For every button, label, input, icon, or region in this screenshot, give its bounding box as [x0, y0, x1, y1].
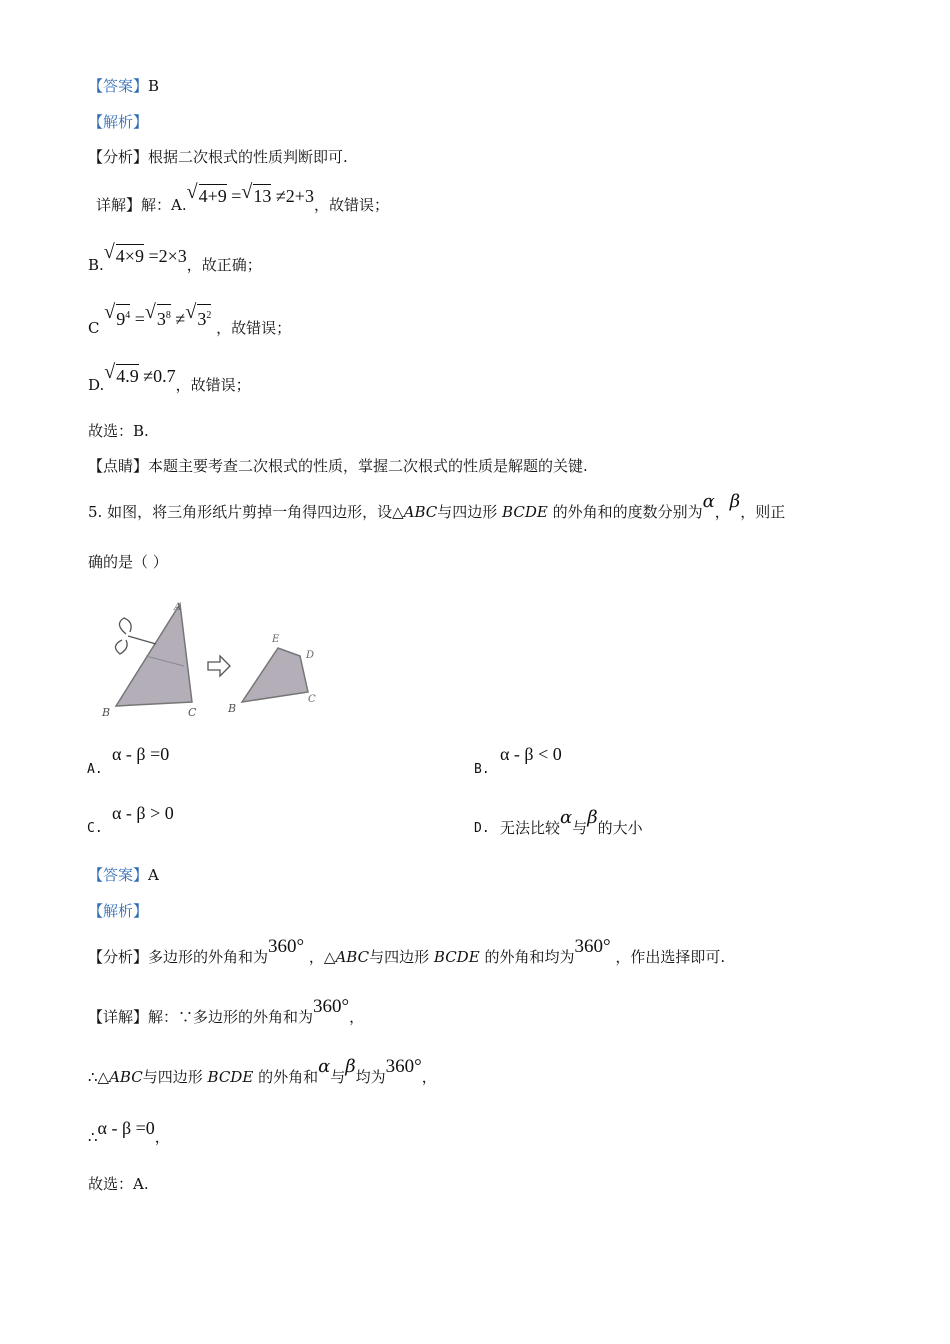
label-e: E — [272, 634, 280, 645]
label-d: D — [306, 650, 315, 661]
option-c-label: C. — [87, 821, 103, 836]
q5-final-line: ∴α - β =0， — [88, 1118, 170, 1146]
q5-therefore-line: ∴△ABC与四边形 BCDE 的外角和α与β均为360°， — [88, 1056, 437, 1086]
q5-stem-line1: 5. 如图，将三角形纸片剪掉一角得四边形，设△ABC与四边形 BCDE 的外角和的度数分别为α，β，则正 — [88, 491, 786, 521]
arrow-right-icon — [208, 656, 230, 676]
fenxi-tag: 【分析】 — [88, 148, 149, 166]
q5-detail-line: 【详解】解：∵多边形的外角和为360°， — [88, 996, 365, 1026]
answer-value: B — [148, 77, 160, 95]
q4-choose: 故选：B. — [88, 422, 149, 440]
label-c: C — [188, 706, 197, 719]
label-b: B — [102, 706, 111, 719]
scissors-icon — [115, 618, 156, 654]
detail-prefix: 详解】解：A. — [96, 196, 187, 214]
sqrt-a: √ 4+9 — [186, 181, 227, 206]
q4-detail-d: D. √ 4.9 ≠0.7，故错误； — [88, 361, 251, 394]
option-a-label: A. — [87, 762, 103, 777]
triangle-cut-figure — [96, 596, 326, 726]
quadrilateral-bcde — [242, 648, 308, 702]
option-c-expr: α - β > 0 — [112, 803, 174, 823]
label-a: A — [174, 602, 182, 613]
option-a-expr: α - β =0 — [112, 744, 170, 764]
beta-symbol: β — [729, 491, 741, 512]
sqrt-d: √ 4.9 — [104, 361, 139, 386]
q5-fenxi-line: 【分析】多边形的外角和为360° ，△ABC与四边形 BCDE 的外角和均为360° ，作出选择即可. — [88, 936, 726, 966]
q4-dianjing: 【点睛】本题主要考查二次根式的性质，掌握二次根式的性质是解题的关键. — [88, 457, 588, 475]
q5-answer-line: 【答案】A — [88, 866, 159, 884]
option-b-expr: α - β < 0 — [500, 744, 562, 764]
alpha-symbol: α — [702, 491, 715, 512]
q4-detail-c: C √ $9^4$ = √ $3^8$ ≠ √ $3^2$ ，故错误； — [88, 301, 292, 337]
label-c2: C — [308, 694, 316, 705]
q4-analysis-line — [88, 112, 148, 132]
sqrt-c3: √ $3^2$ — [185, 301, 212, 329]
a-suffix: ，故错误； — [313, 196, 389, 214]
q4-detail-b: B. √ 4×9 =2×3，故正确； — [88, 241, 262, 274]
option-b-label: B. — [474, 762, 490, 777]
q4-fenxi-line — [88, 147, 348, 167]
option-d-text: 无法比较α与β的大小 — [500, 807, 643, 837]
q5-analysis-line: 【解析】 — [88, 902, 149, 920]
q5-choose: 故选：A. — [88, 1175, 149, 1193]
sqrt-c1: √ $9^4$ — [104, 301, 131, 329]
option-d-label: D. — [474, 821, 490, 836]
sqrt-b: √ 4×9 — [103, 241, 144, 266]
sqrt-c2: √ $3^8$ — [144, 301, 171, 329]
fenxi-text: 根据二次根式的性质判断即可. — [148, 148, 348, 166]
label-b2: B — [228, 702, 237, 715]
q5-stem-line2: 确的是（ ） — [88, 553, 168, 571]
answer-tag: 【答案】 — [88, 77, 149, 95]
sqrt-13: √ 13 — [241, 181, 272, 206]
q4-detail-a: 详解】解：A. √ 4+9 = √ 13 ≠2+3，故错误； — [96, 181, 389, 214]
q4-answer-line — [88, 76, 159, 96]
analysis-tag: 【解析】 — [88, 113, 149, 131]
